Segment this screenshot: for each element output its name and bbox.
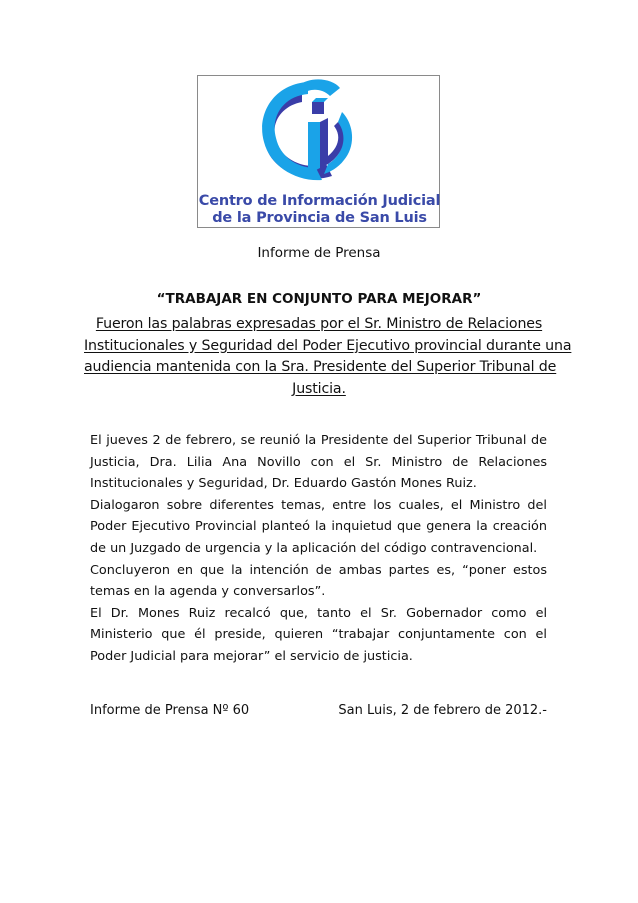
subheadline	[84, 314, 572, 400]
body-paragraph: El Dr. Mones Ruiz recalcó que, tanto el Sr. Gobernador como el Ministerio que él preside, quieren “trabajar conjuntamente con el Poder Judicial para mejorar” el servicio de justicia.	[90, 605, 547, 664]
headline: “TRABAJAR EN CONJUNTO PARA MEJORAR”	[156, 291, 482, 307]
subheadline-line: Fueron las palabras expresadas por el Sr. Ministro de Relaciones	[95, 316, 543, 332]
cij-logo-icon	[198, 76, 441, 191]
body-paragraph: El jueves 2 de febrero, se reunió la Presidente del Superior Tribunal de Justicia, Dra. Lilia Ana Novillo con el Sr. Ministro de Relaciones Institucionales y Seguridad, Dr. Eduardo Gastón Mones Ruiz.	[90, 433, 547, 492]
subheadline-line: audiencia mantenida con la Sra. Presidente del Superior Tribunal de	[84, 359, 557, 375]
logo-line-2: de la Provincia de San Luis	[212, 210, 427, 226]
body-text	[90, 430, 547, 668]
report-label: Informe de Prensa	[257, 245, 381, 261]
logo-frame	[197, 75, 440, 228]
subheadline-line: Institucionales y Seguridad del Poder Ejecutivo provincial durante una	[84, 337, 572, 354]
report-number: Informe de Prensa Nº 60	[90, 703, 250, 718]
logo-line-1: Centro de Información Judicial	[198, 193, 441, 209]
place-date: San Luis, 2 de febrero de 2012.-	[338, 703, 547, 718]
body-paragraph: Dialogaron sobre diferentes temas, entre los cuales, el Ministro del Poder Ejecutivo Provincial planteó la inquietud que genera la creación de un Juzgado de urgencia y la aplicación del código contravencional.	[90, 497, 547, 556]
body-paragraph: Concluyeron en que la intención de ambas partes es, “poner estos temas en la agenda y conversarlos”.	[90, 562, 547, 600]
subheadline-line: Justicia.	[292, 380, 346, 397]
